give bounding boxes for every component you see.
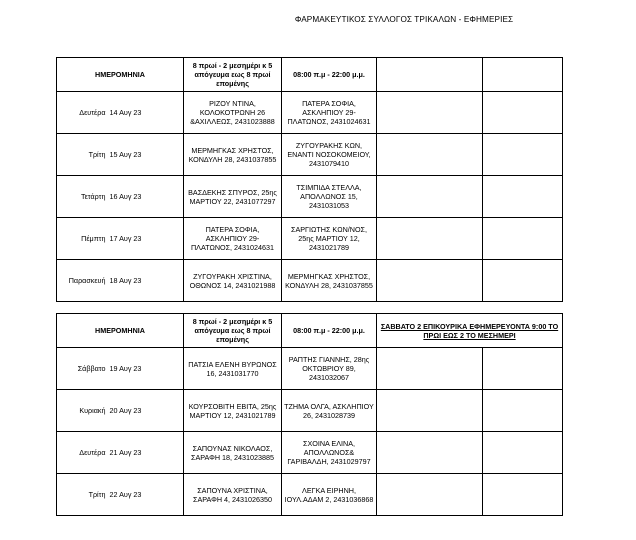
empty-cell: [483, 390, 563, 432]
shift1-cell: ΠΑΤΣΙΑ ΕΛΕΝΗ ΒΥΡΩΝΟΣ 16, 2431031770: [184, 348, 282, 390]
saturday-note: ΣΑΒΒΑΤΟ 2 ΕΠΙΚΟΥΡΙΚΑ ΕΦΗΜΕΡΕΥΟΝΤΑ 9:00 ΤΟ ΠΡΩΙ ΕΩΣ 2 ΤΟ ΜΕΣΗΜΕΡΙ: [377, 314, 563, 348]
date-cell: 14 Αυγ 23: [108, 92, 184, 134]
date-cell: 16 Αυγ 23: [108, 176, 184, 218]
date-column-header: ΗΜΕΡΟΜΗΝΙΑ: [57, 58, 184, 92]
table-row: [57, 260, 563, 302]
date-cell: 19 Αυγ 23: [108, 348, 184, 390]
day-cell: Τετάρτη: [57, 176, 108, 218]
date-cell: 21 Αυγ 23: [108, 432, 184, 474]
shift2-cell: ΖΥΓΟΥΡΑΚΗΣ ΚΩΝ, ΕΝΑΝΤΙ ΝΟΣΟΚΟΜΕΙΟΥ, 2431079410: [282, 134, 377, 176]
shift1-cell: ΠΑΤΕΡΑ ΣΟΦΙΑ, ΑΣΚΛΗΠΙΟΥ 29- ΠΛΑΤΩΝΟΣ, 2431024631: [184, 218, 282, 260]
table-row: [57, 134, 563, 176]
day-cell: Τρίτη: [57, 134, 108, 176]
day-cell: Δευτέρα: [57, 92, 108, 134]
date-cell: 22 Αυγ 23: [108, 474, 184, 516]
empty-cell: [377, 176, 483, 218]
shift2-cell: ΡΑΠΤΗΣ ΓΙΑΝΝΗΣ, 28ης ΟΚΤΩΒΡΙΟΥ 89, 2431032067: [282, 348, 377, 390]
shift1-column-header: 8 πρωί - 2 μεσημέρι κ 5 απόγευμα εως 8 πρωί επομένης: [184, 314, 282, 348]
empty-cell: [483, 474, 563, 516]
shift2-cell: ΤΖΗΜΑ ΟΛΓΑ, ΑΣΚΛΗΠΙΟΥ 26, 2431028739: [282, 390, 377, 432]
shift2-cell: ΜΕΡΜΗΓΚΑΣ ΧΡΗΣΤΟΣ, ΚΟΝΔΥΛΗ 28, 2431037855: [282, 260, 377, 302]
empty-cell: [483, 218, 563, 260]
empty-cell: [377, 432, 483, 474]
shift1-cell: ΜΕΡΜΗΓΚΑΣ ΧΡΗΣΤΟΣ, ΚΟΝΔΥΛΗ 28, 2431037855: [184, 134, 282, 176]
date-cell: 17 Αυγ 23: [108, 218, 184, 260]
day-cell: Πέμπτη: [57, 218, 108, 260]
table-row: [57, 218, 563, 260]
shift1-column-header: 8 πρωί - 2 μεσημέρι κ 5 απόγευμα εως 8 πρωί επομένης: [184, 58, 282, 92]
shift2-cell: ΣΑΡΓΙΩΤΗΣ ΚΩΝ/ΝΟΣ, 25ης ΜΑΡΤΙΟΥ 12, 2431021789: [282, 218, 377, 260]
empty-cell: [483, 134, 563, 176]
empty-cell: [483, 432, 563, 474]
empty-cell: [483, 92, 563, 134]
table-header-row: [57, 314, 563, 348]
shift1-cell: ΚΟΥΡΣΟΒΙΤΗ ΕΒΙΤΑ, 25ης ΜΑΡΤΙΟΥ 12, 2431021789: [184, 390, 282, 432]
empty-cell: [483, 176, 563, 218]
schedule-table-week2: [56, 313, 563, 516]
table-row: [57, 348, 563, 390]
table-row: [57, 176, 563, 218]
empty-cell: [377, 474, 483, 516]
empty-cell: [483, 348, 563, 390]
empty-cell: [377, 218, 483, 260]
shift2-column-header: 08:00 π.μ - 22:00 μ.μ.: [282, 58, 377, 92]
table-row: [57, 474, 563, 516]
shift1-cell: ΣΑΠΟΥΝΑ ΧΡΙΣΤΙΝΑ, ΣΑΡΑΦΗ 4, 2431026350: [184, 474, 282, 516]
shift1-cell: ΣΑΠΟΥΝΑΣ ΝΙΚΟΛΑΟΣ, ΣΑΡΑΦΗ 18, 2431023885: [184, 432, 282, 474]
day-cell: Παρασκευή: [57, 260, 108, 302]
shift1-cell: ΒΑΣΔΕΚΗΣ ΣΠΥΡΟΣ, 25ης ΜΑΡΤΙΟΥ 22, 2431077297: [184, 176, 282, 218]
empty-cell: [377, 390, 483, 432]
table-row: [57, 432, 563, 474]
shift2-cell: ΤΣΙΜΠΙΔΑ ΣΤΕΛΛΑ, ΑΠΟΛΛΩΝΟΣ 15, 2431031053: [282, 176, 377, 218]
empty-cell: [377, 348, 483, 390]
schedule-table-week1: [56, 57, 563, 302]
table-row: [57, 92, 563, 134]
date-cell: 18 Αυγ 23: [108, 260, 184, 302]
empty-header-cell: [483, 58, 563, 92]
empty-header-cell: [377, 58, 483, 92]
day-cell: Τρίτη: [57, 474, 108, 516]
date-cell: 15 Αυγ 23: [108, 134, 184, 176]
document-title: [0, 15, 636, 24]
day-cell: Σάββατο: [57, 348, 108, 390]
shift2-column-header: 08:00 π.μ - 22:00 μ.μ.: [282, 314, 377, 348]
title-text: ΦΑΡΜΑΚΕΥΤΙΚΟΣ ΣΥΛΛΟΓΟΣ ΤΡΙΚΑΛΩΝ - ΕΦΗΜΕΡΙΕΣ: [294, 15, 514, 24]
shift2-cell: ΠΑΤΕΡΑ ΣΟΦΙΑ, ΑΣΚΛΗΠΙΟΥ 29- ΠΛΑΤΩΝΟΣ, 2431024631: [282, 92, 377, 134]
shift1-cell: ΡΙΖΟΥ ΝΤΙΝΑ, ΚΟΛΟΚΟΤΡΩΝΗ 26 &ΑΧΙΛΛΕΩΣ, 2431023888: [184, 92, 282, 134]
empty-cell: [377, 92, 483, 134]
date-column-header: ΗΜΕΡΟΜΗΝΙΑ: [57, 314, 184, 348]
empty-cell: [483, 260, 563, 302]
shift1-cell: ΖΥΓΟΥΡΑΚΗ ΧΡΙΣΤΙΝΑ, ΟΘΩΝΟΣ 14, 2431021988: [184, 260, 282, 302]
day-cell: Δευτέρα: [57, 432, 108, 474]
table-row: [57, 390, 563, 432]
day-cell: Κυριακή: [57, 390, 108, 432]
table-header-row: [57, 58, 563, 92]
empty-cell: [377, 134, 483, 176]
shift2-cell: ΣΧΟΙΝΑ ΕΛΙΝΑ, ΑΠΟΛΛΩΝΟΣ& ΓΑΡΙΒΑΛΔΗ, 2431029797: [282, 432, 377, 474]
empty-cell: [377, 260, 483, 302]
shift2-cell: ΛΕΓΚΑ ΕΙΡΗΝΗ, ΙΟΥΛ.ΑΔΑΜ 2, 2431036868: [282, 474, 377, 516]
date-cell: 20 Αυγ 23: [108, 390, 184, 432]
